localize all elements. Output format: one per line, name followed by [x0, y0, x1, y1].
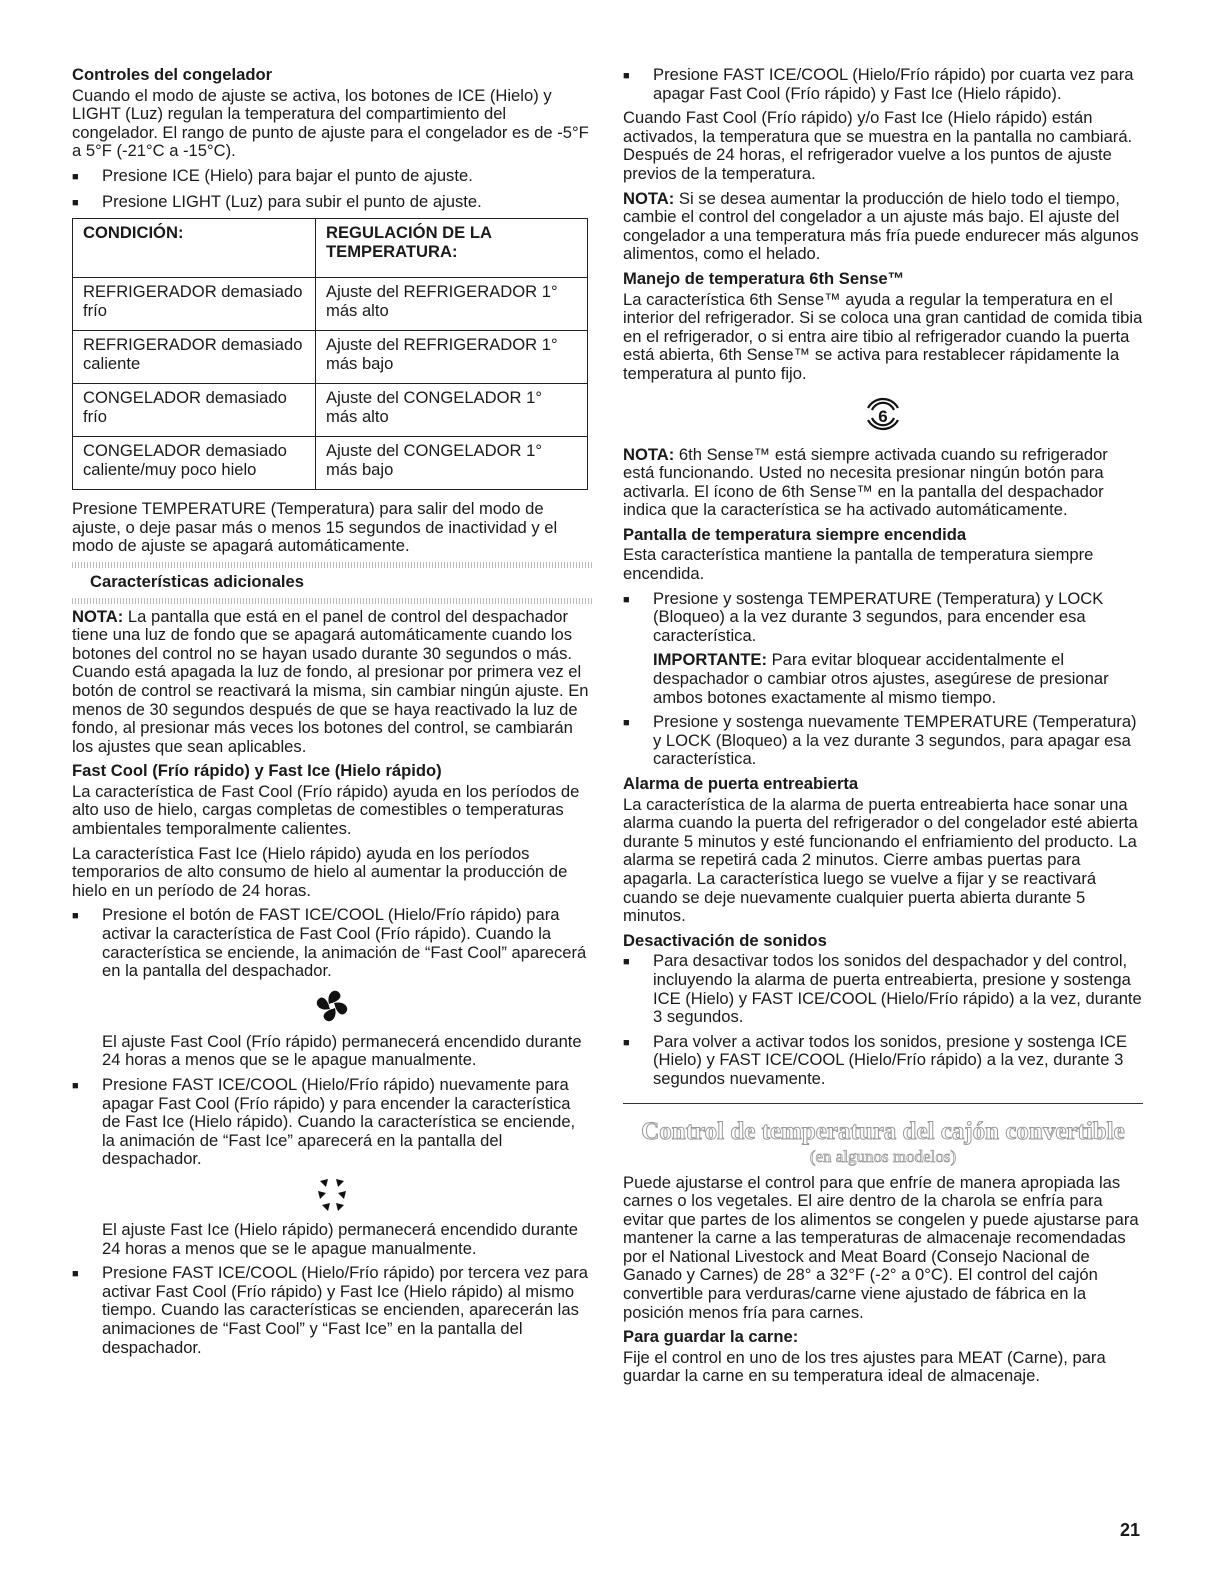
bullet-icon: ■	[72, 1268, 79, 1281]
list-item: ■ Presione ICE (Hielo) para bajar el punto de ajuste.	[72, 165, 473, 185]
list-item: ■ Presione FAST ICE/COOL (Hielo/Frío rápido) por cuarta vez para apagar Fast Cool (Frío rápido) y Fast Ice (Hielo rápido).	[623, 65, 1134, 103]
table-cell: CONGELADOR demasiado frío	[73, 384, 316, 437]
page-number: 21	[1119, 1520, 1140, 1540]
fast-cool-fan-icon	[312, 987, 352, 1025]
svg-text:6: 6	[878, 406, 888, 426]
list-item: ■ Presione y sostenga TEMPERATURE (Temperatura) y LOCK (Bloqueo) a la vez durante 3 segundos, para encender esa característica.	[623, 588, 1104, 645]
list-item: ■ Presione FAST ICE/COOL (Hielo/Frío rápido) nuevamente para apagar Fast Cool (Frío rápido) y para encender la característica de Fast Ice (Hielo rápido). Cuando la característica se enciende, la animación de “Fast Ice” aparecerá en la pantalla del despachador.	[72, 1075, 576, 1169]
note-paragraph: NOTA: Si se desea aumentar la producción de hielo todo el tiempo, cambie el control del congelador a un ajuste más bajo. El ajuste del congelador a una temperatura más fría puede endurecer más algunos alimentos, como el helado.	[623, 188, 1139, 264]
freezer-controls-intro: Cuando el modo de ajuste se activa, los botones de ICE (Hielo) y LIGHT (Luz) regulan la temperatura del compartimiento del congelador. El rango de punto de ajuste para el congelador es de -5°F a 5°F (-21°C a -15°C).	[72, 85, 589, 161]
bullet-icon: ■	[72, 910, 79, 923]
table-cell: Ajuste del REFRIGERADOR 1° más bajo	[316, 331, 588, 384]
door-alarm-heading: Alarma de puerta entreabierta	[623, 774, 859, 793]
bullet-icon: ■	[72, 1080, 79, 1092]
convertible-drawer-subtitle: (en algunos modelos)	[809, 1146, 957, 1166]
bullet-icon: ■	[623, 70, 630, 82]
table-row	[73, 278, 588, 331]
table-row	[73, 437, 588, 490]
bullet-icon: ■	[623, 593, 630, 606]
table-header-cell: CONDICIÓN:	[73, 219, 316, 278]
table-row	[73, 331, 588, 384]
fast-ice-paragraph: La característica Fast Ice (Hielo rápido) ayuda en los períodos temporarios de alto consumo de hielo al aumentar la producción de hielo en un período de 24 horas.	[72, 843, 568, 900]
bullet-icon: ■	[623, 717, 630, 730]
store-meat-paragraph: Fije el control en uno de los tres ajustes para MEAT (Carne), para guardar la carne en su temperatura ideal de almacenaje.	[623, 1347, 1106, 1386]
list-item: ■ Presione y sostenga nuevamente TEMPERATURE (Temperatura) y LOCK (Bloqueo) a la vez durante 3 segundos, para apagar esa característica.	[623, 712, 1137, 769]
divider	[72, 598, 592, 604]
display-on-heading: Pantalla de temperatura siempre encendida	[623, 524, 967, 544]
sounds-off-heading: Desactivación de sonidos	[623, 930, 827, 950]
table-cell: CONGELADOR demasiado caliente/muy poco hielo	[73, 437, 316, 490]
sixth-sense-heading: Manejo de temperatura 6th Sense™	[623, 268, 905, 288]
list-item: ■ Para volver a activar todos los sonidos, presione y sostenga ICE (Hielo) y FAST ICE/COOL (Hielo/Frío rápido) a la vez, durante 3 segundos nuevamente.	[623, 1031, 1128, 1088]
door-alarm-paragraph: La característica de la alarma de puerta entreabierta hace sonar una alarma cuando la puerta del refrigerador o del congelador esté abierta durante 5 minutos y esté funcionando el enfriamiento del producto. La alarma se repetirá cada 2 minutos. Cierre ambas puertas para apagarla. La característica luego se vuelve a fijar y se reactivará cuando se deje nuevamente cualquier puerta abierta durante 5 minutos.	[623, 794, 1138, 926]
convertible-drawer-title: Control de temperatura del cajón convertible	[641, 1117, 1125, 1145]
bullet-icon: ■	[72, 170, 79, 183]
bullet-icon: ■	[623, 956, 630, 969]
convertible-drawer-paragraph: Puede ajustarse el control para que enfríe de manera apropiada las carnes o los vegetales. El aire dentro de la charola se enfría para evitar que partes de los alimentos se congelen y puede ajustarse para mantener la carne a las temperaturas de almacenaje recomendadas por el National Livestock and Meat Board (Consejo Nacional de Ganado y Carnes) de 28° a 32°F (-2° a 0°C). El control del cajón convertible para verduras/carne viene ajustado de fábrica en la posición menos fría para carnes.	[623, 1172, 1139, 1322]
freezer-controls-heading: Controles del congelador	[72, 65, 273, 84]
section-divider	[623, 1103, 1143, 1104]
store-meat-heading: Para guardar la carne:	[623, 1327, 799, 1347]
bullet-icon: ■	[623, 1036, 630, 1049]
list-item: ■ Presione el botón de FAST ICE/COOL (Hielo/Frío rápido) para activar la característica de Fast Cool (Frío rápido). Cuando la característica se enciende, la animación de “Fast Cool” aparecerá en la pantalla del despachador.	[72, 905, 587, 981]
important-note: IMPORTANTE: Para evitar bloquear accidentalmente el despachador o cambiar otros ajustes, asegúrese de presionar ambos botones exactamente al mismo tiempo.	[653, 650, 1109, 707]
list-item: ■ Presione LIGHT (Luz) para subir el punto de ajuste.	[72, 191, 482, 211]
list-item: ■ Presione FAST ICE/COOL (Hielo/Frío rápido) por tercera vez para activar Fast Cool (Frío rápido) y Fast Ice (Hielo rápido) al mismo tiempo. Cuando las características se encienden, aparecerán las animaciones de “Fast Cool” y “Fast Ice” en la pantalla del despachador.	[72, 1263, 589, 1357]
fast-cool-duration: El ajuste Fast Cool (Frío rápido) permanecerá encendido durante 24 horas a menos que se le apague manualmente.	[102, 1031, 582, 1070]
note-paragraph: NOTA: 6th Sense™ está siempre activada cuando su refrigerador está funcionando. Usted no necesita presionar ningún botón para activarla. El ícono de 6th Sense™ en la pantalla del despachador indica que la característica se ha activado automáticamente.	[623, 444, 1108, 520]
table-cell: REFRIGERADOR demasiado caliente	[73, 331, 316, 384]
left-column	[72, 66, 592, 1363]
exit-adjust-paragraph: Presione TEMPERATURE (Temperatura) para salir del modo de ajuste, o deje pasar más o menos 15 segundos de inactividad y el modo de ajuste se apagará automáticamente.	[72, 499, 558, 556]
table-header-row	[73, 219, 588, 278]
temperature-table	[72, 218, 588, 490]
display-on-paragraph: Esta característica mantiene la pantalla de temperatura siempre encendida.	[623, 545, 1094, 584]
table-cell: Ajuste del REFRIGERADOR 1° más alto	[316, 278, 588, 331]
sixth-sense-icon	[858, 390, 908, 438]
fast-cool-heading: Fast Cool (Frío rápido) y Fast Ice (Hielo rápido)	[72, 761, 442, 781]
table-row	[73, 384, 588, 437]
section-heading: Características adicionales	[90, 571, 304, 591]
list-item: ■ Para desactivar todos los sonidos del despachador y del control, incluyendo la alarma de puerta entreabierta, presione y sostenga ICE (Hielo) y FAST ICE/COOL (Hielo/Frío rápido) a la vez, durante 3 segundos.	[623, 951, 1142, 1027]
table-cell: REFRIGERADOR demasiado frío	[73, 278, 316, 331]
fast-ice-duration: El ajuste Fast Ice (Hielo rápido) permanecerá encendido durante 24 horas a menos que se le apague manualmente.	[102, 1219, 578, 1258]
fast-mode-paragraph: Cuando Fast Cool (Frío rápido) y/o Fast Ice (Hielo rápido) están activados, la temperatura que se muestra en la pantalla no cambiará. Después de 24 horas, el refrigerador vuelve a los puntos de ajuste previos de la temperatura.	[623, 108, 1133, 183]
right-column	[623, 66, 1143, 1392]
table-cell: Ajuste del CONGELADOR 1° más bajo	[316, 437, 588, 490]
fast-cool-paragraph: La característica de Fast Cool (Frío rápido) ayuda en los períodos de alto uso de hielo, cargas completas de comestibles o temperaturas ambientales temporalmente calientes.	[72, 781, 580, 839]
table-header-cell: REGULACIÓN DE LA TEMPERATURA:	[316, 219, 588, 278]
sixth-sense-paragraph: La característica 6th Sense™ ayuda a regular la temperatura en el interior del refrigerador. Si se coloca una gran cantidad de comida tibia en el refrigerador, o si entra aire tibio al refrigerador cuando la puerta está abierta, 6th Sense™ se activa para restablecer rápidamente la temperatura al punto fijo.	[623, 289, 1143, 383]
note-paragraph: NOTA: La pantalla que está en el panel de control del despachador tiene una luz de fondo que se apagará automáticamente cuando los botones del control no se hayan usado durante 30 segundos o más. Cuando está apagada la luz de fondo, al presionar por primera vez el botón de control se reactivará la misma, sin cambiar ningún ajuste. En menos de 30 segundos después de que se haya reactivado la luz de fondo, al presionar más veces los botones del control, se cambiarán los ajustes que sean aplicables.	[72, 606, 589, 756]
divider	[72, 562, 592, 568]
bullet-icon: ■	[72, 196, 79, 209]
fast-ice-icon	[312, 1175, 352, 1213]
table-cell: Ajuste del CONGELADOR 1° más alto	[316, 384, 588, 437]
